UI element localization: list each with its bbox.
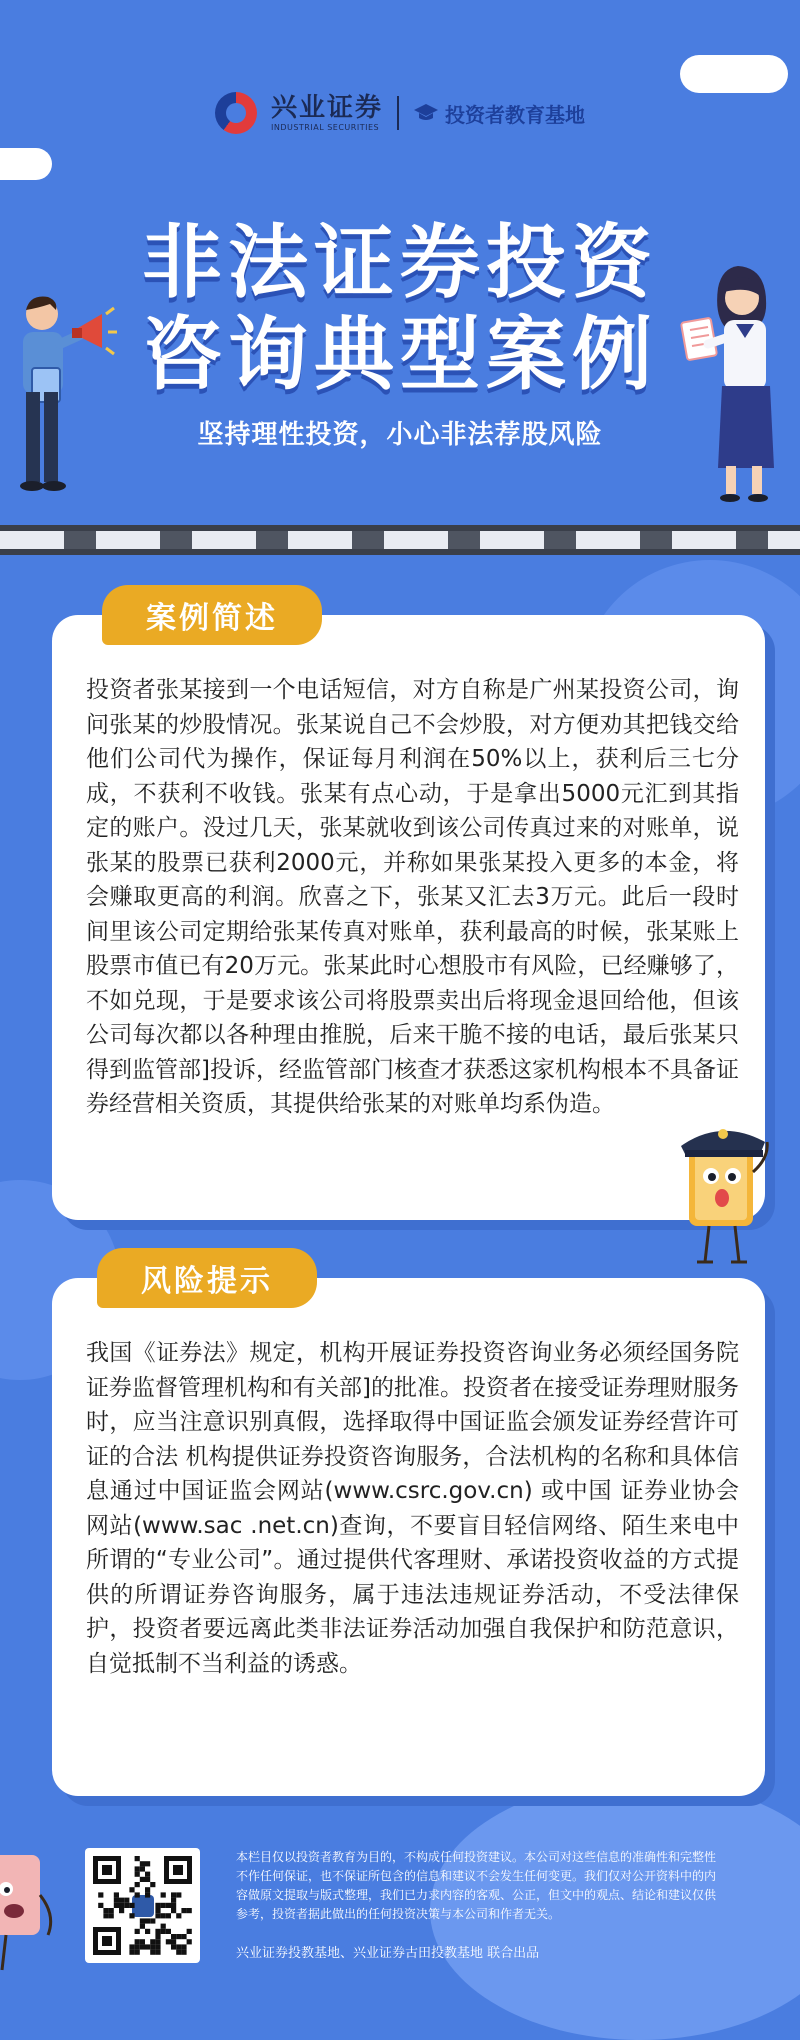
edu-label: 投资者教育基地 [445,102,585,127]
brand-name-en: INDUSTRIAL SECURITIES [270,122,380,132]
woman-with-document-illustration [678,258,798,508]
page-title-line2: 咨询典型案例 [142,308,658,401]
investor-education-base [413,99,585,128]
case-summary-tab: 案例简述 [102,585,322,645]
mascot-partial-illustration [0,1855,60,1975]
case-summary-card [52,601,765,1220]
cloud-top-left [0,148,52,180]
credit-text: 兴业证券投教基地、兴业证券古田投教基地 联合出品 [236,1946,540,1961]
risk-warning-card [52,1264,765,1796]
industrial-securities-logo-icon [215,92,257,134]
disclaimer-text: 本栏目仅以投资者教育为目的，不构成任何投资建议。本公司对这些信息的准确性和完整性不作任何保证，也不保证所包含的信息和建议不会发生任何变更。我们仅对公开资料中的内容做原文提取与版式整理，我们已力求内容的客观、公正，但文中的观点、结论和建议仅供参考，投资者据此做出的任何投资决策与本公司和作者无关。 [236,1850,717,1921]
case-summary-text: 投资者张某接到一个电话短信，对方自称是广州某投资公司，询问张某的炒股情况。张某说自己不会炒股，对方便劝其把钱交给他们公司代为操作，保证每月利润在50%以上，获利后三七分成，不获利不收钱。张某有点心动，于是拿出5000元汇到其指定的账户。没过几天，张某就收到该公司传真过来的对账单，说张某的股票已获利2000元，并称如果张某投入更多的本金，将会赚取更高的利润。欣喜之下，张某又汇去3万元。此后一段时间里该公司定期给张某传真对账单，获利最高的时候，张某账上股票市值已有20万元。张某此时心想股市有风险，已经赚够了，不如兑现，于是要求该公司将股票卖出后将现金退回给他，但该公司每次都以各种理由推脱，后来干脆不接的电话，最后张某只得到监管部]投诉，经监管部门核查才获悉这家机构根本不具备证券经营相关资质，其提供给张某的对账单均系伪造。 [86,677,739,1117]
graduation-cap-icon [413,103,439,123]
brand-name-cn: 兴业证券 [270,92,383,123]
risk-warning-tab: 风险提示 [97,1248,317,1308]
brand-divider [397,96,399,130]
page-subtitle: 坚持理性投资，小心非法荐股风险 [197,420,603,450]
qr-code [85,1848,200,1963]
page-title-line1: 非法证券投资 [142,216,658,309]
road-stripe-divider [0,525,800,555]
brand-name [270,92,383,132]
brand-header [0,88,800,138]
man-with-megaphone-illustration [8,288,118,503]
police-mascot-illustration [675,1112,775,1272]
risk-warning-text: 我国《证券法》规定，机构开展证券投资咨询业务必须经国务院证券监督管理机构和有关部]的批准。投资者在接受证券理财服务时，应当注意识别真假，选择取得中国证监会颁发证券经营许可证的合法 机构提供证券投资咨询服务，合法机构的名称和具体信息通过中国证监会网站(www.csrc.gov.cn) 或中国 证券业协会网站(www.sac .net.cn)查询，不要盲目轻信网络、陌生来电中所谓的“专业公司”。通过提供代客理财、承诺投资收益的方式提供的所谓证券咨询服务，属于违法违规证券活动，不受法律保护，投资者要远离此类非法证券活动加强自我保护和防范意识，自觉抵制不当利益的诱惑。 [86,1340,739,1677]
